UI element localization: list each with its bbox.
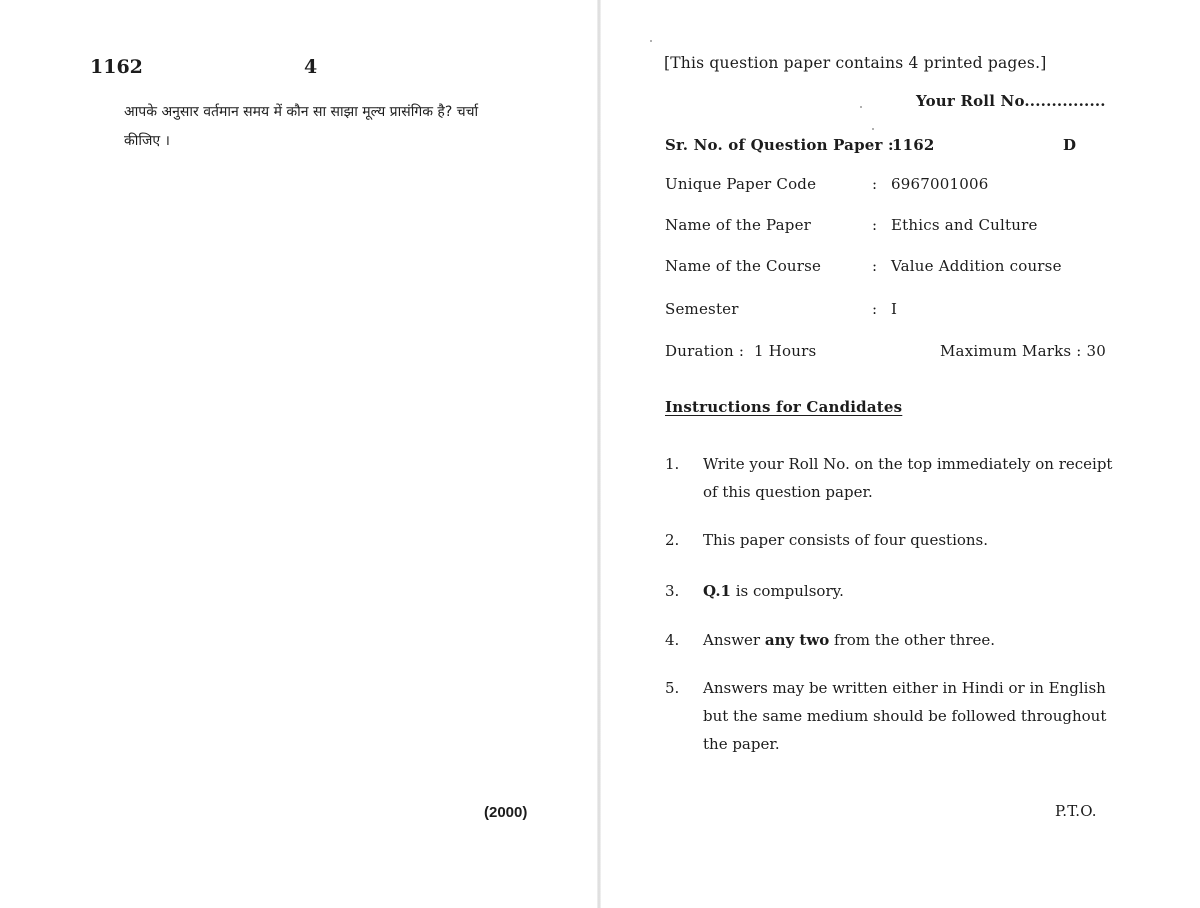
max-marks: Maximum Marks : 30 [940, 342, 1106, 360]
instruction-pre: Answer [703, 631, 765, 649]
paper-name-value: Ethics and Culture [891, 216, 1038, 234]
pto: P.T.O. [1055, 802, 1097, 820]
header-note: [This question paper contains 4 printed pages.] [664, 54, 1047, 72]
duration-label: Duration : [665, 342, 745, 360]
page-number: 4 [304, 56, 318, 78]
paper-name-label: Name of the Paper [665, 216, 812, 234]
course-label: Name of the Course [665, 257, 822, 275]
sr-no-value: 1162 [892, 136, 935, 154]
instruction-text: Answers may be written either in Hindi or in English but the same medium should be followed throughout the paper. [703, 679, 1107, 753]
scan-speck [650, 40, 652, 42]
set-code: D [1063, 136, 1077, 154]
instruction-text [703, 577, 1113, 605]
upc-label: Unique Paper Code [665, 175, 817, 193]
course-value: Value Addition course [891, 257, 1062, 275]
instruction-item [665, 450, 1115, 506]
instruction-text: This paper consists of four questions. [703, 531, 989, 549]
instruction-number: 1. [665, 455, 680, 473]
instructions-heading: Instructions for Candidates [665, 398, 903, 416]
instruction-number: 2. [665, 531, 680, 549]
sr-no-label: Sr. No. of Question Paper : [665, 136, 894, 154]
instruction-item [665, 526, 1115, 554]
instruction-bold: Q.1 [703, 582, 731, 600]
instruction-item [665, 626, 1115, 654]
question-text [124, 98, 544, 156]
instruction-item [665, 577, 1115, 605]
question-line-1: आपके अनुसार वर्तमान समय में कौन सा साझा मूल्य प्रासंगिक है? चर्चा [124, 104, 479, 120]
instruction-rest: from the other three. [829, 631, 996, 649]
instruction-text [703, 626, 1113, 654]
scan-speck [872, 128, 874, 130]
scan-speck [860, 106, 862, 108]
course-colon: : [872, 257, 878, 275]
print-count: (2000) [484, 804, 528, 821]
right-page [602, 0, 1200, 908]
semester-colon: : [872, 300, 878, 318]
roll-no-label: Your Roll No............... [916, 92, 1106, 110]
upc-colon: : [872, 175, 878, 193]
instruction-number: 5. [665, 679, 680, 697]
instruction-text: Write your Roll No. on the top immediately on receipt of this question paper. [703, 455, 1113, 501]
left-page [0, 0, 598, 908]
instruction-number: 3. [665, 582, 680, 600]
upc-value: 6967001006 [891, 175, 989, 193]
duration-value: 1 Hours [754, 342, 817, 360]
paper-name-colon: : [872, 216, 878, 234]
instruction-item [665, 674, 1115, 758]
paper-number: 1162 [90, 56, 143, 78]
instruction-number: 4. [665, 631, 680, 649]
question-line-2: कीजिए । [124, 133, 170, 149]
instruction-rest: is compulsory. [730, 582, 844, 600]
semester-label: Semester [665, 300, 739, 318]
instruction-bold: any two [764, 631, 830, 649]
semester-value: I [891, 300, 898, 318]
